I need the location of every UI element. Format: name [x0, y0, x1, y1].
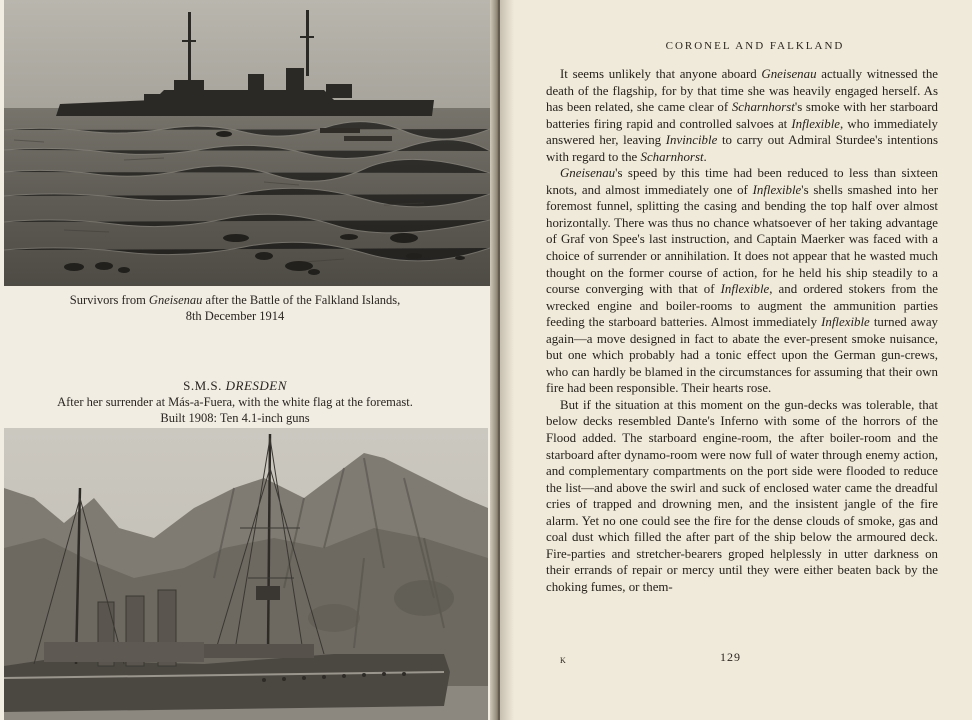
body-paragraph — [546, 66, 938, 165]
right-page — [500, 0, 972, 720]
text-run: , who immediately answered her, leaving — [546, 116, 938, 148]
caption-ship-name: Gneisenau — [148, 293, 203, 307]
dresden-title: S.M.S. DRESDEN — [183, 378, 287, 393]
caption-date: 8th December 1914 — [185, 309, 285, 323]
dresden-photo — [4, 428, 488, 720]
italic-run: Inflexible — [752, 182, 802, 197]
text-run: But if the situation at this moment on the gun-decks was tolerable, that below decks resembled Dante's Inferno with some of the horrors of the Flood added. The starboard engine-room, the after boiler-room and the starboard after dynamo-room were now full of water through enemy action, and complementary compartments on the port side were flooded to reduce the list—and above the swirl and suck of enclosed water came the dreadful cries of trapped and drowning men, and the insistent jangle of the fire alarm. Yet no one could see the fire for the dense clouds of smoke, gas and coal dust which filled the after part of the ship below the armoured deck. Fire-parties and stretcher-bearers groped helplessly in utter darkness on their errands of repair or mercy until they were either beaten back by the choking fumes, or them- — [546, 397, 938, 594]
gneisenau-photo-caption — [0, 292, 470, 324]
text-run: It seems unlikely that anyone aboard — [560, 67, 762, 81]
caption-text: Survivors from — [69, 293, 149, 307]
running-head: CORONEL AND FALKLAND — [665, 40, 845, 52]
italic-run: Scharnhorst — [640, 149, 704, 164]
text-run: . — [703, 149, 707, 164]
italic-run: Inflexible — [821, 315, 870, 330]
caption-text: after the Battle of the Falkland Islands, — [202, 293, 401, 307]
signature-mark: K — [560, 656, 566, 665]
text-run: turned away again—a move designed in fact to abate the ever-present smoke nuisance, but one which probably had a tonic effect upon the German gun-crews, who can hardly be blamed in the circumstances for assuming that their own fire had been responsible. Their hearts rose. — [546, 315, 938, 396]
text-run: 's speed by this time had been reduced to less than sixteen knots, and almost immediately one of — [546, 166, 938, 197]
dresden-specs-line: Built 1908: Ten 4.1-inch guns — [160, 411, 310, 425]
dresden-caption-block — [0, 378, 470, 426]
text-run: actually witnessed the death of the flagship, for by that time she was heavily engaged herself. As has been related, she came clear of — [546, 67, 938, 115]
text-run: , and ordered stokers from the wrecked engine and boiler-rooms to augment the ammunition parties feeding the starboard batteries. Almost immediately — [546, 282, 939, 330]
italic-run: Inflexible — [720, 282, 770, 297]
page-number: 129 — [720, 650, 741, 664]
body-paragraph — [546, 397, 938, 596]
dresden-caption-line: After her surrender at Más-a-Fuera, with the white flag at the foremast. — [57, 395, 413, 409]
text-run: to carry out Admiral Sturdee's intentions with regard to the — [546, 133, 938, 164]
italic-run: Gneisenau — [560, 166, 616, 181]
chapter-body-text — [546, 66, 938, 596]
italic-run: Gneisenau — [761, 67, 817, 81]
italic-run: Scharnhorst — [731, 100, 795, 115]
italic-run: Invincible — [665, 133, 718, 148]
text-run: 's smoke with her starboard batteries firing rapid and controlled salvoes at — [546, 100, 938, 131]
italic-run: Inflexible — [791, 116, 841, 131]
gneisenau-survivors-photo — [4, 0, 490, 286]
body-paragraph — [546, 165, 938, 397]
text-run: 's shells smashed into her foremost funnel, splitting the casing and bending the top half over almost horizontally. There was thus no chance whatsoever of her taking advantage of Graf von Spee's last instruction, and Captain Maerker was faced with a choice of surrender or annihilation. It does not appear that he wasted much thought on the former course of action, for he held his ship steadily to a course converging with that of — [546, 182, 938, 297]
